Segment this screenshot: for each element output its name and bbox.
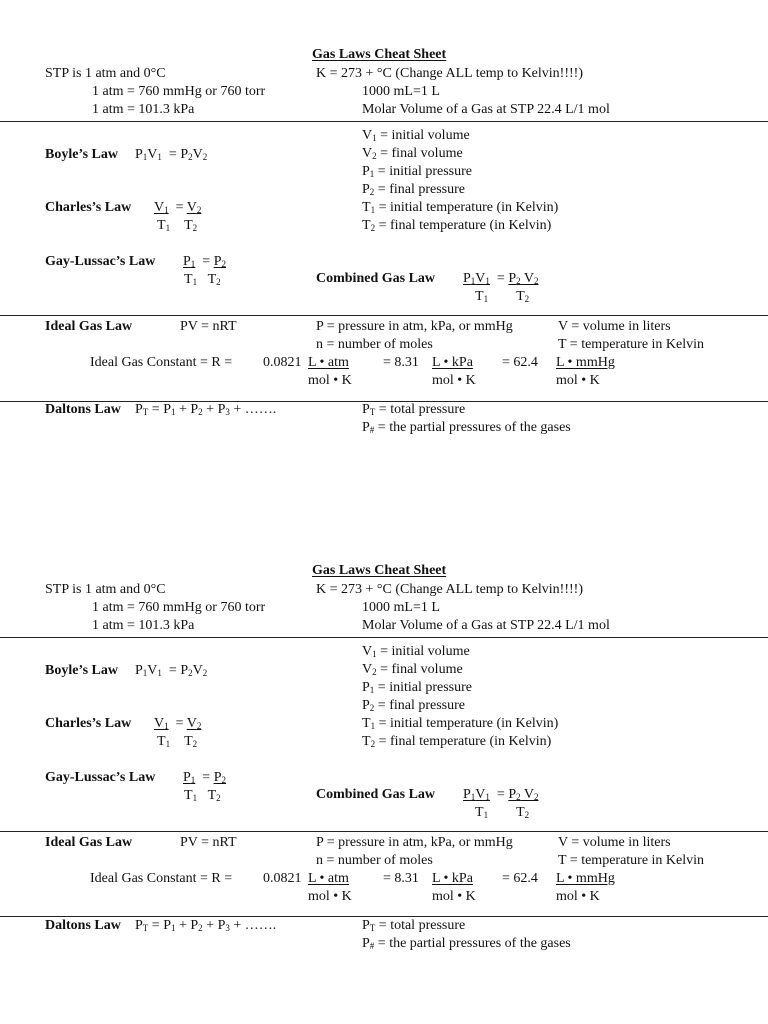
combined-gas-law-label: Combined Gas Law bbox=[316, 787, 436, 802]
boyles-law-label: Boyle’s Law bbox=[45, 147, 118, 162]
charles-law-equation: $V_1 = V_2$ bbox=[154, 200, 202, 215]
gas-constant-unit-atm: L • atm bbox=[308, 355, 349, 370]
sheet-title: Gas Laws Cheat Sheet bbox=[312, 47, 447, 62]
mmhg-line: 1 atm = 760 mmHg or 760 torr bbox=[92, 600, 266, 615]
divider bbox=[0, 831, 768, 832]
charles-law-denominators: $T_1$ $T_2$ bbox=[157, 218, 198, 233]
gas-constant-unit-kpa: L • kPa bbox=[432, 355, 473, 370]
gay-lussac-law-label: Gay-Lussac’s Law bbox=[45, 254, 156, 269]
def-partial-pressures-text: = the partial pressures of the gases bbox=[377, 420, 571, 435]
def-p1-text: = initial pressure bbox=[377, 680, 473, 695]
def-p2-text: = final pressure bbox=[377, 698, 465, 713]
def-t2-text: = final temperature (in Kelvin) bbox=[378, 218, 552, 233]
combined-gas-law-label: Combined Gas Law bbox=[316, 271, 436, 286]
stp-line: STP is 1 atm and 0°C bbox=[45, 582, 166, 597]
kelvin-line: K = 273 + °C (Change ALL temp to Kelvin!!!!) bbox=[316, 582, 583, 597]
def-volume: V = volume in liters bbox=[558, 319, 671, 334]
gas-constant-denominator-mmhg: mol • K bbox=[556, 889, 600, 904]
ml-line: 1000 mL=1 L bbox=[362, 84, 440, 99]
def-partial-pressures: $P_{\#}$ = the partial pressures of the gases bbox=[362, 420, 571, 435]
daltons-law-label: Daltons Law bbox=[45, 918, 121, 933]
gas-constant-value-mmhg: = 62.4 bbox=[502, 871, 538, 886]
def-p2-text: = final pressure bbox=[377, 182, 465, 197]
gas-constant-denominator-atm: mol • K bbox=[308, 889, 352, 904]
gas-constant-value-atm: 0.0821 bbox=[263, 355, 302, 370]
daltons-law-equation: $P_T = P_1 + P_2 + P_3$ + ……. bbox=[135, 918, 277, 933]
def-total-pressure: $P_T$ = total pressure bbox=[362, 918, 466, 933]
def-p2: $P_2$ = final pressure bbox=[362, 698, 465, 713]
def-p1: $P_1$ = initial pressure bbox=[362, 164, 473, 179]
sheet-title: Gas Laws Cheat Sheet bbox=[312, 563, 447, 578]
cheat-sheet bbox=[0, 515, 768, 955]
def-v2-text: = final volume bbox=[380, 662, 463, 677]
def-v2-text: = final volume bbox=[380, 146, 463, 161]
gas-constant-label: Ideal Gas Constant = R = bbox=[90, 871, 233, 886]
def-t1-text: = initial temperature (in Kelvin) bbox=[378, 200, 559, 215]
charles-law-denominators: $T_1$ $T_2$ bbox=[157, 734, 198, 749]
def-t1-text: = initial temperature (in Kelvin) bbox=[378, 716, 559, 731]
mmhg-line: 1 atm = 760 mmHg or 760 torr bbox=[92, 84, 266, 99]
def-v1: $V_1$ = initial volume bbox=[362, 644, 470, 659]
kelvin-line: K = 273 + °C (Change ALL temp to Kelvin!!!!) bbox=[316, 66, 583, 81]
charles-law-label: Charles’s Law bbox=[45, 200, 132, 215]
combined-gas-law-equation: $P_1V_1 = P_2$ $V_2$ bbox=[463, 787, 539, 802]
gas-constant-denominator-kpa: mol • K bbox=[432, 373, 476, 388]
gas-constant-denominator-mmhg: mol • K bbox=[556, 373, 600, 388]
def-moles: n = number of moles bbox=[316, 337, 433, 352]
gas-constant-denominator-atm: mol • K bbox=[308, 373, 352, 388]
stp-line: STP is 1 atm and 0°C bbox=[45, 66, 166, 81]
def-pressure: P = pressure in atm, kPa, or mmHg bbox=[316, 319, 513, 334]
ideal-gas-law-label: Ideal Gas Law bbox=[45, 319, 133, 334]
def-moles: n = number of moles bbox=[316, 853, 433, 868]
gay-lussac-law-denominators: $T_1$ $T_2$ bbox=[184, 788, 221, 803]
def-p2: $P_2$ = final pressure bbox=[362, 182, 465, 197]
def-t2: $T_2$ = final temperature (in Kelvin) bbox=[362, 218, 552, 233]
def-p1-text: = initial pressure bbox=[377, 164, 473, 179]
charles-law-equation: $V_1 = V_2$ bbox=[154, 716, 202, 731]
divider bbox=[0, 315, 768, 316]
kpa-line: 1 atm = 101.3 kPa bbox=[92, 102, 195, 117]
combined-gas-law-denominators: $T_1$ $T_2$ bbox=[475, 805, 530, 820]
gay-lussac-law-denominators: $T_1$ $T_2$ bbox=[184, 272, 221, 287]
def-t1: $T_1$ = initial temperature (in Kelvin) bbox=[362, 716, 559, 731]
divider bbox=[0, 916, 768, 917]
boyles-law-label: Boyle’s Law bbox=[45, 663, 118, 678]
def-t1: $T_1$ = initial temperature (in Kelvin) bbox=[362, 200, 559, 215]
charles-law-label: Charles’s Law bbox=[45, 716, 132, 731]
def-v1-text: = initial volume bbox=[380, 644, 470, 659]
gas-constant-denominator-kpa: mol • K bbox=[432, 889, 476, 904]
boyles-law-equation: $P_1V_1 = P_2V_2$ bbox=[135, 147, 208, 162]
divider bbox=[0, 637, 768, 638]
def-t2: $T_2$ = final temperature (in Kelvin) bbox=[362, 734, 552, 749]
boyles-law-equation: $P_1V_1 = P_2V_2$ bbox=[135, 663, 208, 678]
gay-lussac-law-equation: $P_1 = P_2$ bbox=[183, 770, 226, 785]
molar-volume-line: Molar Volume of a Gas at STP 22.4 L/1 mol bbox=[362, 618, 610, 633]
gas-constant-unit-atm: L • atm bbox=[308, 871, 349, 886]
daltons-law-equation: $P_T = P_1 + P_2 + P_3$ + ……. bbox=[135, 402, 277, 417]
def-v2: $V_2$ = final volume bbox=[362, 146, 463, 161]
def-total-pressure-text: = total pressure bbox=[378, 402, 466, 417]
gay-lussac-law-equation: $P_1 = P_2$ bbox=[183, 254, 226, 269]
def-total-pressure-text: = total pressure bbox=[378, 918, 466, 933]
gas-constant-value-kpa: = 8.31 bbox=[383, 871, 419, 886]
ideal-gas-law-equation: PV = nRT bbox=[180, 835, 237, 850]
def-t2-text: = final temperature (in Kelvin) bbox=[378, 734, 552, 749]
ideal-gas-law-label: Ideal Gas Law bbox=[45, 835, 133, 850]
def-v2: $V_2$ = final volume bbox=[362, 662, 463, 677]
gas-constant-value-atm: 0.0821 bbox=[263, 871, 302, 886]
def-total-pressure: $P_T$ = total pressure bbox=[362, 402, 466, 417]
def-partial-pressures: $P_{\#}$ = the partial pressures of the gases bbox=[362, 936, 571, 951]
daltons-law-label: Daltons Law bbox=[45, 402, 121, 417]
cheat-sheet bbox=[0, 0, 768, 440]
def-temperature: T = temperature in Kelvin bbox=[558, 337, 705, 352]
def-p1: $P_1$ = initial pressure bbox=[362, 680, 473, 695]
def-partial-pressures-text: = the partial pressures of the gases bbox=[377, 936, 571, 951]
gas-constant-value-kpa: = 8.31 bbox=[383, 355, 419, 370]
combined-gas-law-denominators: $T_1$ $T_2$ bbox=[475, 289, 530, 304]
def-v1-text: = initial volume bbox=[380, 128, 470, 143]
divider bbox=[0, 121, 768, 122]
gas-constant-label: Ideal Gas Constant = R = bbox=[90, 355, 233, 370]
ideal-gas-law-equation: PV = nRT bbox=[180, 319, 237, 334]
combined-gas-law-equation: $P_1V_1 = P_2$ $V_2$ bbox=[463, 271, 539, 286]
gas-constant-unit-mmhg: L • mmHg bbox=[556, 871, 615, 886]
gas-constant-unit-mmhg: L • mmHg bbox=[556, 355, 615, 370]
def-v1: $V_1$ = initial volume bbox=[362, 128, 470, 143]
ml-line: 1000 mL=1 L bbox=[362, 600, 440, 615]
gas-constant-value-mmhg: = 62.4 bbox=[502, 355, 538, 370]
gas-constant-unit-kpa: L • kPa bbox=[432, 871, 473, 886]
def-volume: V = volume in liters bbox=[558, 835, 671, 850]
def-pressure: P = pressure in atm, kPa, or mmHg bbox=[316, 835, 513, 850]
gay-lussac-law-label: Gay-Lussac’s Law bbox=[45, 770, 156, 785]
def-temperature: T = temperature in Kelvin bbox=[558, 853, 705, 868]
kpa-line: 1 atm = 101.3 kPa bbox=[92, 618, 195, 633]
molar-volume-line: Molar Volume of a Gas at STP 22.4 L/1 mol bbox=[362, 102, 610, 117]
